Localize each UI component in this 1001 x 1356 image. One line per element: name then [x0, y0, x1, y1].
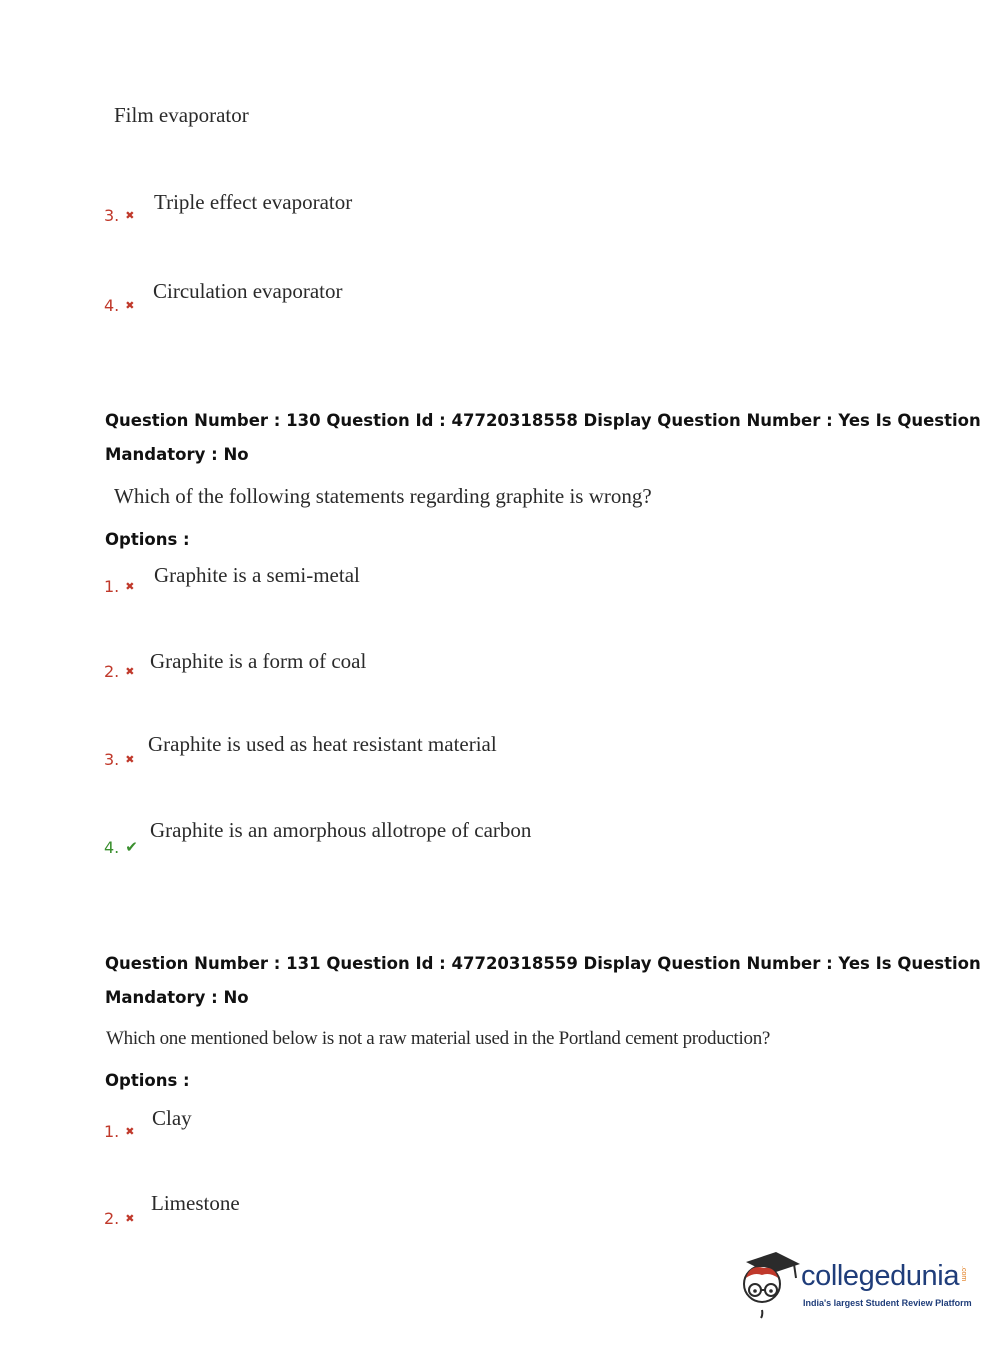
cross-icon: ✖ — [125, 580, 135, 593]
option-number: 1. — [104, 577, 120, 596]
q131-option-1-text: Clay — [152, 1106, 192, 1130]
option-number: 4. — [104, 296, 120, 315]
check-icon: ✔ — [125, 838, 138, 856]
q131-meta-line2: Mandatory : No — [105, 988, 249, 1007]
q130-option-3-number — [104, 750, 134, 769]
q130-option-1-text: Graphite is a semi-metal — [154, 563, 360, 587]
q130-option-4-number — [104, 838, 138, 857]
cross-icon: ✖ — [125, 753, 135, 766]
prev-option-4-text: Circulation evaporator — [153, 279, 343, 303]
q130-option-2-text: Graphite is a form of coal — [150, 649, 367, 673]
cross-icon: ✖ — [125, 1212, 135, 1225]
q130-options-label: Options : — [105, 530, 190, 549]
logo-wordmark: collegedunia — [801, 1260, 960, 1292]
q130-option-3-text: Graphite is used as heat resistant material — [148, 732, 497, 756]
q131-option-2-number — [104, 1209, 134, 1228]
option-number: 4. — [104, 838, 120, 857]
prev-option-2-text: Film evaporator — [114, 103, 249, 127]
q130-option-1-number — [104, 577, 134, 596]
logo-tagline: India's largest Student Review Platform — [803, 1298, 972, 1308]
mascot-icon — [740, 1248, 802, 1322]
prev-option-4-number — [104, 296, 134, 315]
option-number: 1. — [104, 1122, 120, 1141]
cross-icon: ✖ — [125, 1125, 135, 1138]
q131-question-text: Which one mentioned below is not a raw material used in the Portland cement production? — [106, 1028, 771, 1049]
collegedunia-logo — [740, 1248, 980, 1322]
q131-options-label: Options : — [105, 1071, 190, 1090]
q130-option-4-text: Graphite is an amorphous allotrope of carbon — [150, 818, 532, 842]
q131-option-1-number — [104, 1122, 134, 1141]
q130-meta-line2: Mandatory : No — [105, 445, 249, 464]
q131-option-2-text: Limestone — [151, 1191, 240, 1215]
option-number: 2. — [104, 1209, 120, 1228]
prev-option-3-number — [104, 206, 134, 225]
q130-question-text: Which of the following statements regarding graphite is wrong? — [114, 484, 652, 508]
q130-meta-line1: Question Number : 130 Question Id : 47720318558 Display Question Number : Yes Is Question — [105, 411, 981, 430]
cross-icon: ✖ — [125, 665, 135, 678]
q131-meta-line1: Question Number : 131 Question Id : 47720318559 Display Question Number : Yes Is Question — [105, 954, 981, 973]
cross-icon: ✖ — [125, 299, 135, 312]
prev-option-3-text: Triple effect evaporator — [154, 190, 353, 214]
option-number: 3. — [104, 206, 120, 225]
q130-option-2-number — [104, 662, 134, 681]
option-number: 2. — [104, 662, 120, 681]
cross-icon: ✖ — [125, 209, 135, 222]
logo-dotcom: .com — [960, 1266, 967, 1282]
option-number: 3. — [104, 750, 120, 769]
